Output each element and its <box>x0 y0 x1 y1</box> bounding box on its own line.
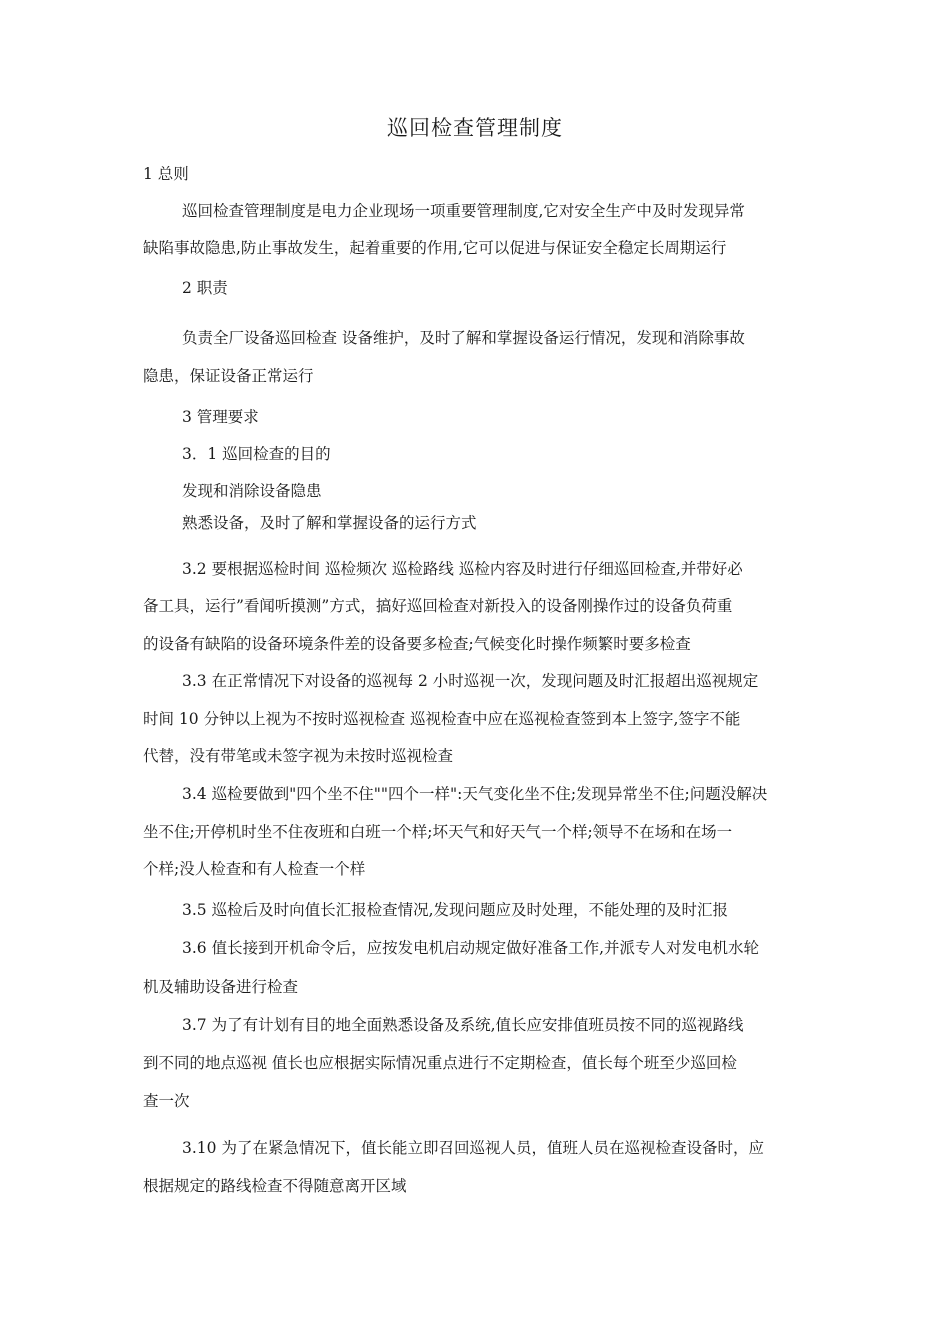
paragraph-line: 隐患，保证设备正常运行 <box>143 367 314 385</box>
paragraph-line: 巡回检查管理制度是电力企业现场一项重要管理制度,它对安全生产中及时发现异常 <box>182 202 745 220</box>
paragraph-line: 负责全厂设备巡回检查 设备维护，及时了解和掌握设备运行情况，发现和消除事故 <box>182 329 745 347</box>
paragraph-line: 3.3 在正常情况下对设备的巡视每 2 小时巡视一次，发现问题及时汇报超出巡视规定 <box>182 672 759 690</box>
document-title: 巡回检查管理制度 <box>387 116 563 140</box>
paragraph-line: 机及辅助设备进行检查 <box>143 978 299 996</box>
paragraph-line: 根据规定的路线检查不得随意离开区域 <box>143 1177 407 1195</box>
list-item: 熟悉设备，及时了解和掌握设备的运行方式 <box>182 514 477 532</box>
paragraph-line: 3.7 为了有计划有目的地全面熟悉设备及系统,值长应安排值班员按不同的巡视路线 <box>182 1016 744 1034</box>
subsection-heading-3-1: 3．1 巡回检查的目的 <box>182 445 331 463</box>
paragraph-line: 个样;没人检查和有人检查一个样 <box>143 860 366 878</box>
paragraph-line: 的设备有缺陷的设备环境条件差的设备要多检查;气候变化时操作频繁时要多检查 <box>143 635 691 653</box>
paragraph-line: 代替，没有带笔或未签字视为未按时巡视检查 <box>143 747 454 765</box>
paragraph-line: 时间 10 分钟以上视为不按时巡视检查 巡视检查中应在巡视检查签到本上签字,签字不能 <box>143 710 741 728</box>
paragraph-line: 到不同的地点巡视 值长也应根据实际情况重点进行不定期检查，值长每个班至少巡回检 <box>143 1054 737 1072</box>
paragraph-line: 查一次 <box>143 1092 190 1110</box>
paragraph-line: 备工具，运行”看闻听摸测”方式，搞好巡回检查对新投入的设备刚操作过的设备负荷重 <box>143 597 733 615</box>
paragraph-line: 3.4 巡检要做到"四个坐不住""四个一样":天气变化坐不住;发现异常坐不住;问题没解决 <box>182 785 768 803</box>
paragraph-line: 3.10 为了在紧急情况下，值长能立即召回巡视人员，值班人员在巡视检查设备时，应 <box>182 1139 764 1157</box>
section-heading-duties: 2 职责 <box>182 279 228 297</box>
paragraph-line: 3.5 巡检后及时向值长汇报检查情况,发现问题应及时处理，不能处理的及时汇报 <box>182 901 729 919</box>
paragraph-line: 3.2 要根据巡检时间 巡检频次 巡检路线 巡检内容及时进行仔细巡回检查,并带好必 <box>182 560 743 578</box>
paragraph-line: 坐不住;开停机时坐不住夜班和白班一个样;坏天气和好天气一个样;领导不在场和在场一 <box>143 823 733 841</box>
paragraph-line: 缺陷事故隐患,防止事故发生，起着重要的作用,它可以促进与保证安全稳定长周期运行 <box>143 239 727 257</box>
section-heading-general: 1 总则 <box>143 165 189 183</box>
section-heading-requirements: 3 管理要求 <box>182 408 259 426</box>
list-item: 发现和消除设备隐患 <box>182 482 322 500</box>
paragraph-line: 3.6 值长接到开机命令后，应按发电机启动规定做好准备工作,并派专人对发电机水轮 <box>182 939 760 957</box>
